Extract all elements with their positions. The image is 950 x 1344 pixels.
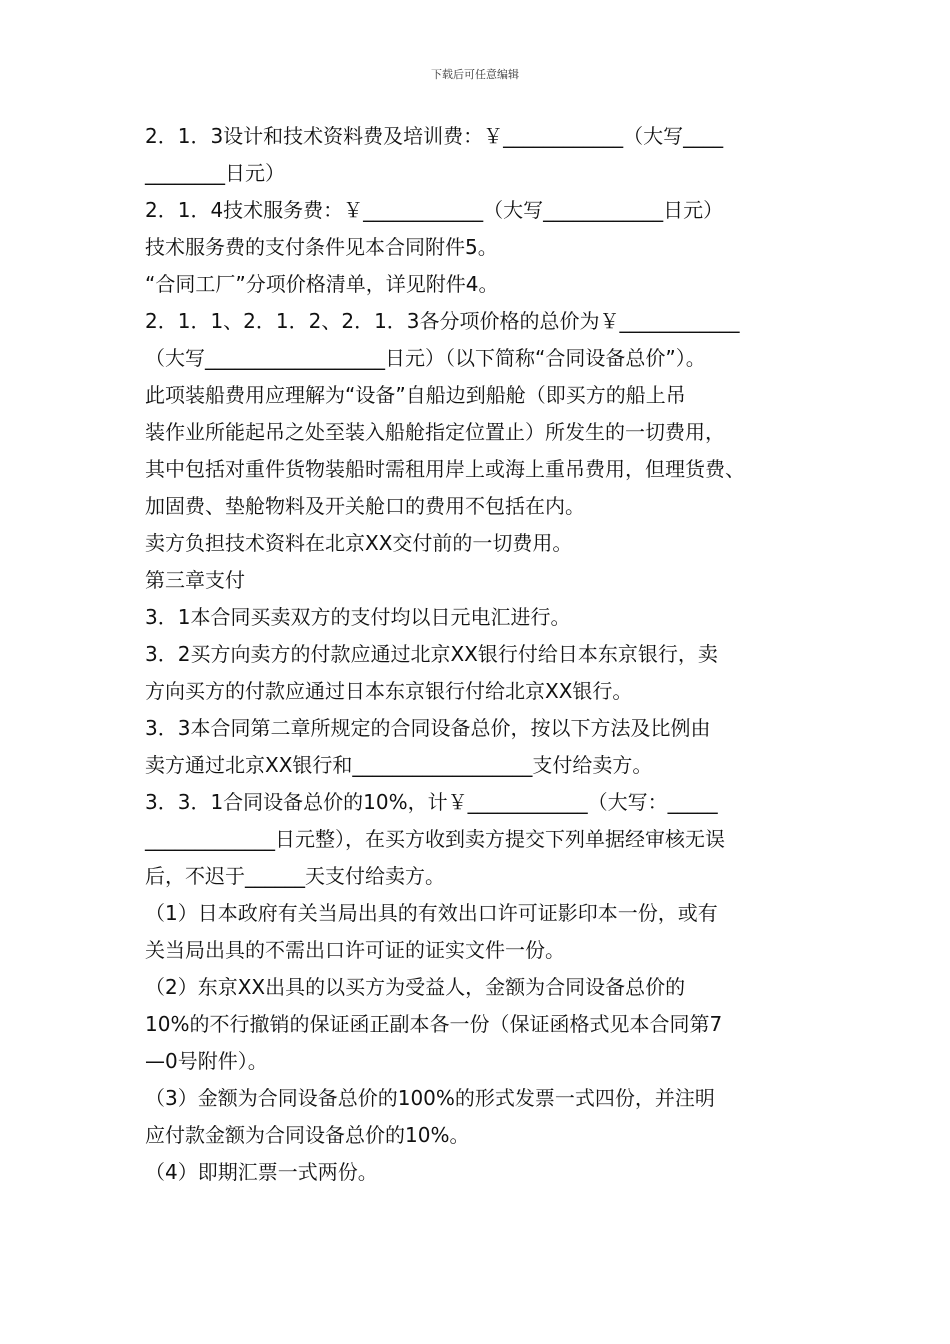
text-line: 2．1．3设计和技术资料费及培训费：￥____________（大写____ — [145, 124, 724, 148]
text-line: （1）日本政府有关当局出具的有效出口许可证影印本一份，或有 — [145, 901, 718, 925]
text-line: —0号附件）。 — [145, 1049, 268, 1073]
text-line: 装作业所能起吊之处至装入船舱指定位置止）所发生的一切费用， — [145, 420, 725, 444]
text-line: 卖方负担技术资料在北京XX交付前的一切费用。 — [145, 531, 573, 555]
text-line: 3．3．1合同设备总价的10%，计￥____________（大写：_____ — [145, 790, 718, 814]
text-line: 3．2买方向卖方的付款应通过北京XX银行付给日本东京银行，卖 — [145, 642, 718, 666]
chapter-heading: 第三章支付 — [145, 568, 245, 592]
text-line: 技术服务费的支付条件见本合同附件5。 — [145, 235, 498, 259]
text-line: 方向买方的付款应通过日本东京银行付给北京XX银行。 — [145, 679, 633, 703]
text-line: 2．1．1、2．1．2、2．1．3各分项价格的总价为￥____________ — [145, 309, 740, 333]
text-line: 卖方通过北京XX银行和__________________支付给卖方。 — [145, 753, 653, 777]
text-line: 应付款金额为合同设备总价的10%。 — [145, 1123, 470, 1147]
text-line: （2）东京XX出具的以买方为受益人，金额为合同设备总价的 — [145, 975, 686, 999]
text-line: （4）即期汇票一式两份。 — [145, 1160, 378, 1184]
text-line: 关当局出具的不需出口许可证的证实文件一份。 — [145, 938, 565, 962]
text-line: 此项装船费用应理解为“设备”自船边到船舱（即买方的船上吊 — [145, 383, 686, 407]
text-line: 加固费、垫舱物料及开关舱口的费用不包括在内。 — [145, 494, 585, 518]
text-line: 3．3本合同第二章所规定的合同设备总价，按以下方法及比例由 — [145, 716, 711, 740]
text-line: _____________日元整），在买方收到卖方提交下列单据经审核无误 — [145, 827, 725, 851]
text-line: “合同工厂”分项价格清单，详见附件4。 — [145, 272, 499, 296]
text-line: 2．1．4技术服务费：￥____________（大写____________日元） — [145, 198, 724, 222]
text-line: 10%的不行撤销的保证函正副本各一份（保证函格式见本合同第7 — [145, 1012, 723, 1036]
text-line: ________日元） — [145, 161, 285, 185]
text-line: 3．1本合同买卖双方的支付均以日元电汇进行。 — [145, 605, 571, 629]
text-line: 后，不迟于______天支付给卖方。 — [145, 864, 445, 888]
text-line: 其中包括对重件货物装船时需租用岸上或海上重吊费用，但理货费、 — [145, 457, 745, 481]
page-header: 下载后可任意编辑 — [431, 68, 519, 81]
text-line: （大写__________________日元）（以下简称“合同设备总价”）。 — [145, 346, 706, 370]
text-line: （3）金额为合同设备总价的100%的形式发票一式四份，并注明 — [145, 1086, 715, 1110]
document-body — [145, 118, 825, 1191]
